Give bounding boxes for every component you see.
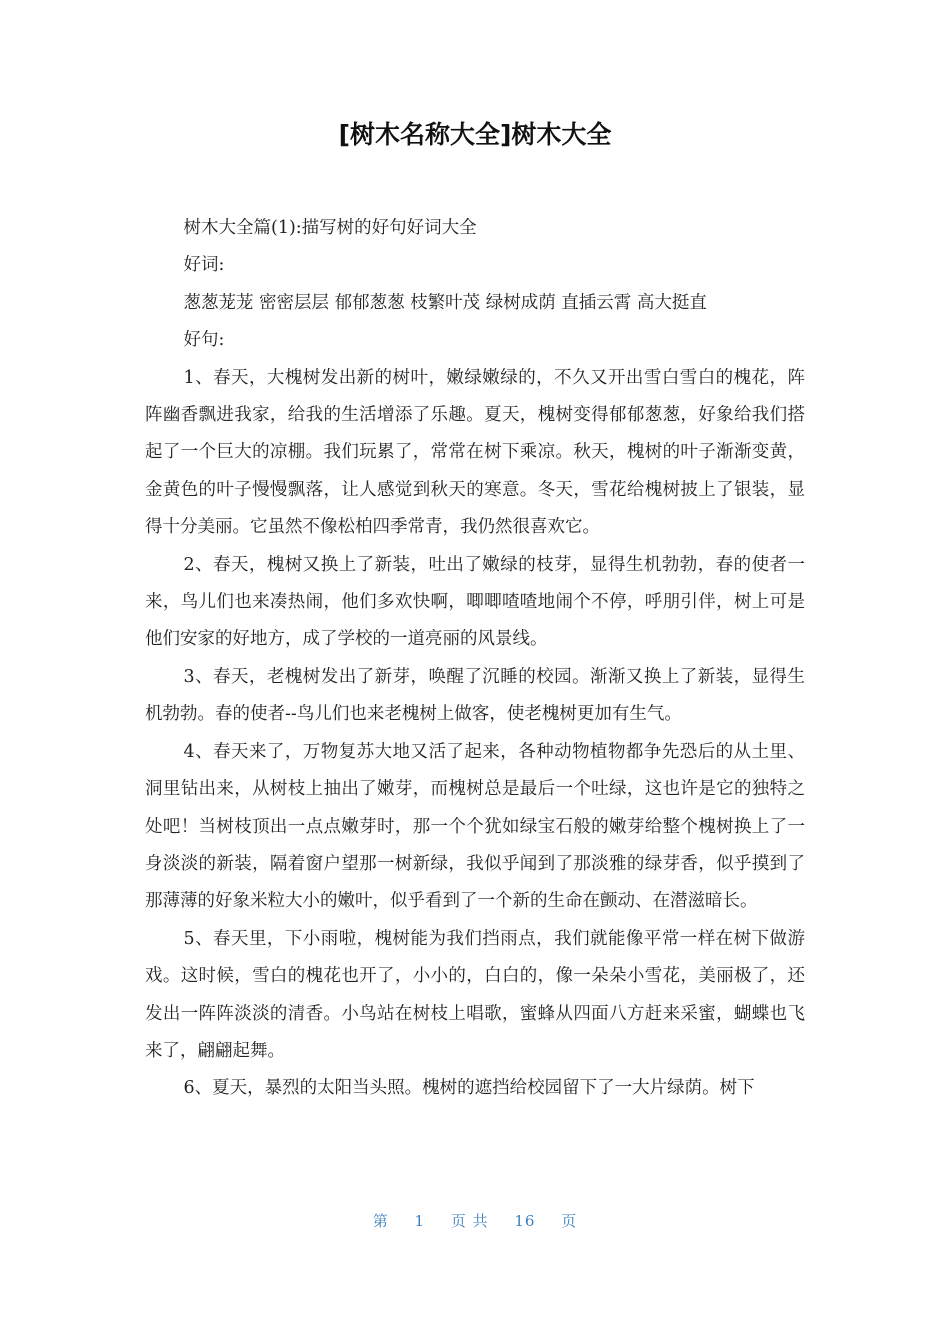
paragraph: 6、夏天，暴烈的太阳当头照。槐树的遮挡给校园留下了一大片绿荫。树下: [183, 1078, 755, 1099]
paragraph: 4、春天来了，万物复苏大地又活了起来，各种动物植物都争先恐后的从土里、洞里钻出来，从树枝上抽出了嫩芽，而槐树总是最后一个吐绿，这也许是它的独特之处吧！当树枝顶出一点点嫩芽时，那一个个犹如绿宝石般的嫩芽给整个槐树换上了一身淡淡的新装，隔着窗户望那一树新绿，我似乎闻到了那淡雅的绿芽香，似乎摸到了那薄薄的好象米粒大小的嫩叶，似乎看到了一个新的生命在颤动、在潜滋暗长。: [145, 741, 805, 912]
paragraph: 葱葱茏茏 密密层层 郁郁葱葱 枝繁叶茂 绿树成荫 直插云霄 高大挺直: [183, 292, 707, 313]
footer-di: 第: [372, 1212, 389, 1230]
page-number: 1: [414, 1212, 426, 1230]
paragraph: 3、春天，老槐树发出了新芽，唤醒了沉睡的校园。渐渐又换上了新装，显得生机勃勃。春的使者--鸟儿们也来老槐树上做客，使老槐树更加有生气。: [145, 666, 805, 725]
footer-ye-gong: 页 共: [450, 1212, 489, 1230]
paragraph: 好句:: [183, 330, 225, 351]
paragraph: 5、春天里，下小雨啦，槐树能为我们挡雨点，我们就能像平常一样在树下做游戏。这时候，雪白的槐花也开了，小小的，白白的，像一朵朵小雪花，美丽极了，还发出一阵阵淡淡的清香。小鸟站在树枝上唱歌，蜜蜂从四面八方赶来采蜜，蝴蝶也飞来了，翩翩起舞。: [145, 928, 805, 1061]
paragraph: 好词:: [183, 255, 225, 276]
paragraph: 2、春天，槐树又换上了新装，吐出了嫩绿的枝芽，显得生机勃勃，春的使者一来，鸟儿们也来凑热闹，他们多欢快啊，唧唧喳喳地闹个不停，呼朋引伴，树上可是他们安家的好地方，成了学校的一道亮丽的风景线。: [145, 554, 805, 650]
paragraph: 1、春天，大槐树发出新的树叶，嫩绿嫩绿的，不久又开出雪白雪白的槐花，阵阵幽香飘进我家，给我的生活增添了乐趣。夏天，槐树变得郁郁葱葱，好象给我们搭起了一个巨大的凉棚。我们玩累了，常常在树下乘凉。秋天，槐树的叶子渐渐变黄，金黄色的叶子慢慢飘落，让人感觉到秋天的寒意。冬天，雪花给槐树披上了银装，显得十分美丽。它虽然不像松柏四季常青，我仍然很喜欢它。: [145, 367, 805, 538]
total-pages: 16: [514, 1212, 536, 1230]
document-body: [145, 210, 805, 1108]
footer-ye: 页: [561, 1212, 578, 1230]
document-title: [树木名称大全]树木大全: [338, 120, 612, 149]
paragraph: 树木大全篇(1):描写树的好句好词大全: [183, 218, 477, 238]
page-footer: [0, 1210, 950, 1231]
